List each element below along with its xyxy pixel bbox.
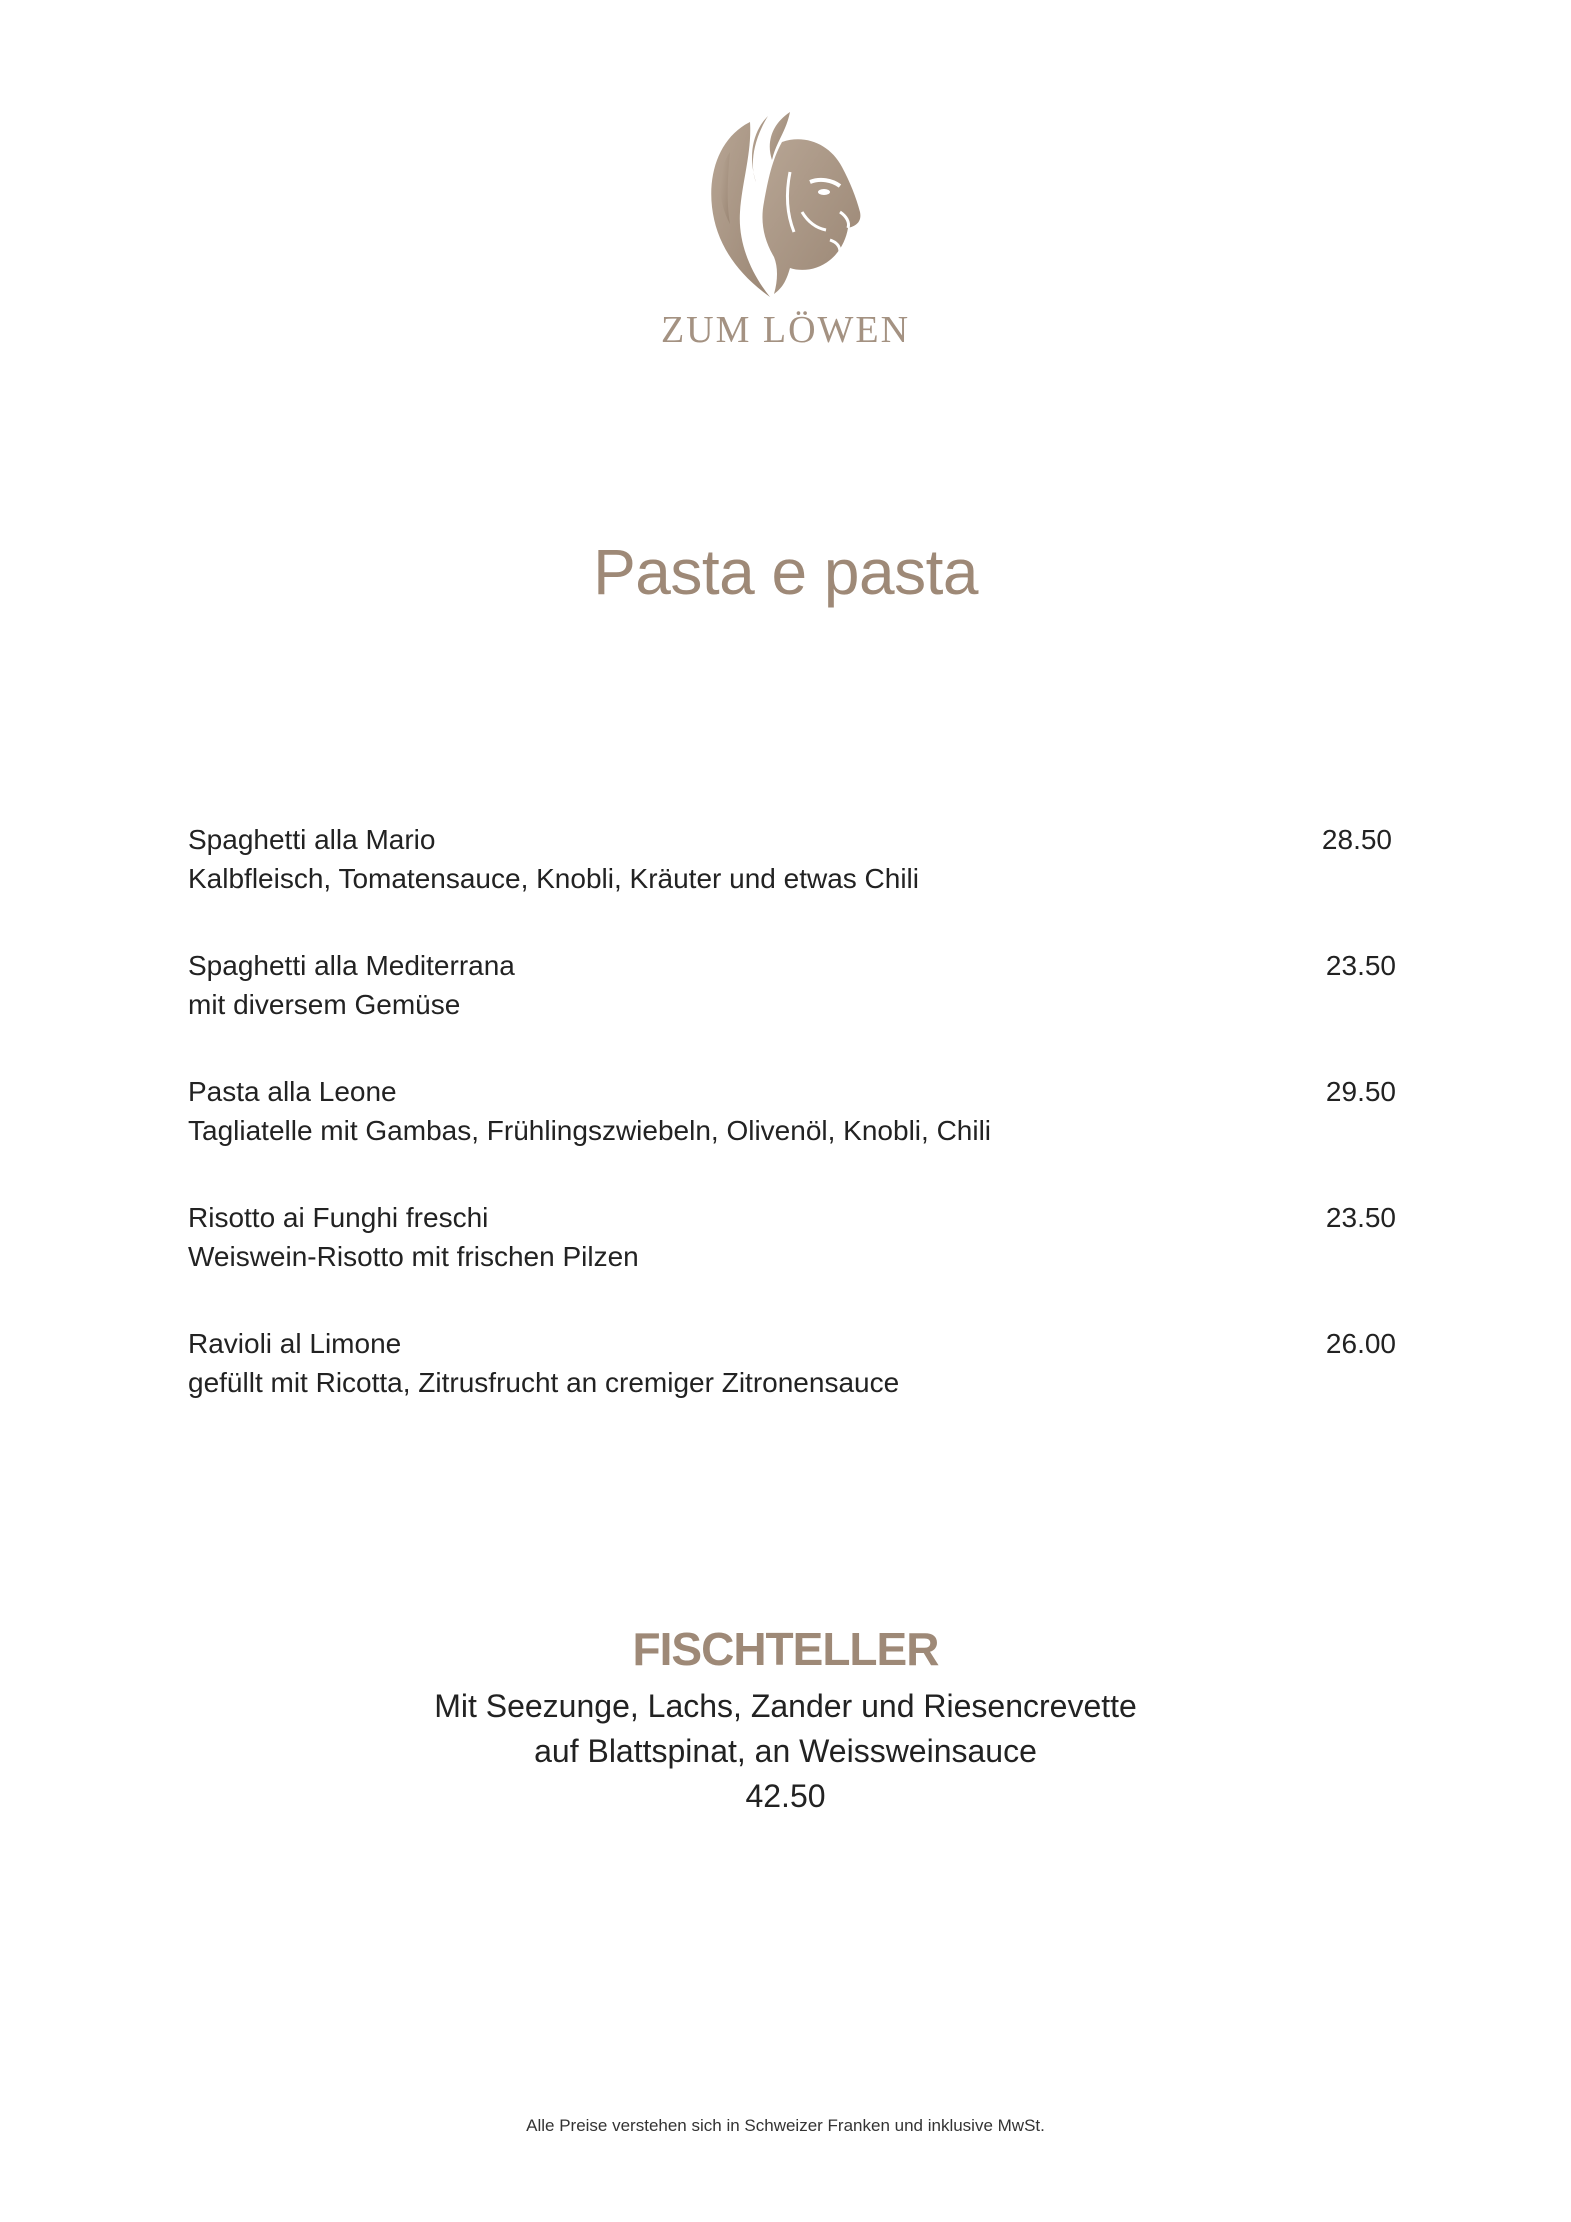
menu-item-name: Spaghetti alla Mediterrana	[188, 950, 515, 981]
logo-text: ZUM LÖWEN	[660, 309, 911, 351]
menu-item-description: gefüllt mit Ricotta, Zitrusfrucht an cremiger Zitronensauce	[188, 1367, 900, 1398]
footer-note: Alle Preise verstehen sich in Schweizer Franken und inklusive MwSt.	[526, 2116, 1045, 2135]
special-title: FISCHTELLER	[632, 1623, 939, 1675]
menu-item-description: mit diversem Gemüse	[188, 989, 461, 1020]
menu-item-name: Spaghetti alla Mario	[188, 824, 436, 855]
menu-item-name: Pasta alla Leone	[188, 1076, 397, 1107]
menu-item	[188, 1322, 1396, 1448]
menu-list	[188, 818, 1396, 1448]
lion-head-icon	[690, 112, 870, 302]
menu-item-description: Weiswein-Risotto mit frischen Pilzen	[188, 1241, 639, 1272]
menu-item	[188, 1070, 1396, 1196]
menu-item-price: 26.00	[1325, 1328, 1396, 1359]
menu-item-name: Risotto ai Funghi freschi	[188, 1202, 489, 1233]
menu-item-price: 29.50	[1325, 1076, 1396, 1107]
menu-item-name: Ravioli al Limone	[188, 1328, 402, 1359]
menu-item-price: 28.50	[1321, 824, 1392, 855]
page-title: Pasta e pasta	[593, 536, 978, 608]
menu-item-price: 23.50	[1325, 1202, 1396, 1233]
menu-item	[188, 1196, 1396, 1322]
special-price: 42.50	[745, 1778, 826, 1814]
menu-item	[188, 944, 1396, 1070]
menu-item-price: 23.50	[1325, 950, 1396, 981]
menu-item	[188, 818, 1396, 944]
menu-item-description: Tagliatelle mit Gambas, Frühlingszwiebeln, Olivenöl, Knobli, Chili	[188, 1115, 992, 1146]
menu-item-description: Kalbfleisch, Tomatensauce, Knobli, Kräuter und etwas Chili	[188, 863, 919, 894]
special-description-line: Mit Seezunge, Lachs, Zander und Riesencrevette	[434, 1688, 1137, 1724]
special-description-line: auf Blattspinat, an Weissweinsauce	[534, 1733, 1037, 1769]
